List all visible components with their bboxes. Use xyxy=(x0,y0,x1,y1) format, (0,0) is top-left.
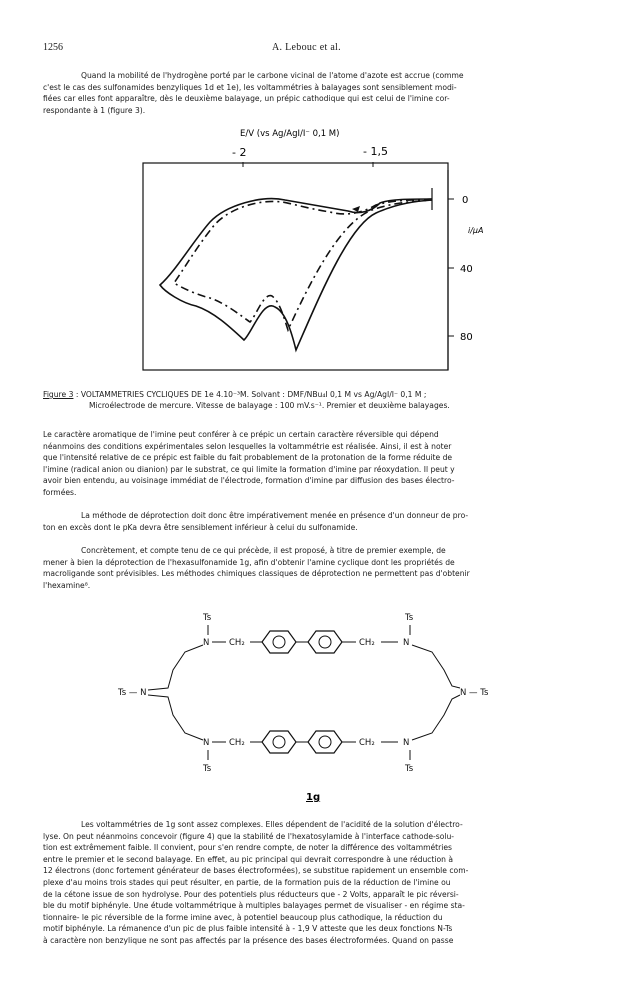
text-line: tion est extrêmement faible. Il convient, pour s'en rendre compte, de noter la différence des voltammétries xyxy=(43,843,452,853)
text-line: de la cétone issue de son hydrolyse. Pour des potentiels plus réducteurs que - 2 Volts, apparaît le pic réversi- xyxy=(43,889,459,899)
text-line: macroligande sont prévisibles. Les méthodes chimiques classiques de déprotection ne permettent pas d'obtenir xyxy=(43,569,470,579)
n-atom: N xyxy=(203,738,210,748)
paragraph-hexasulfonamide xyxy=(43,545,588,591)
text-line: l'imine (radical anion ou dianion) par le substrat, ce qui limite la formation d'imine par réoxydation. Il peut y xyxy=(43,464,455,474)
plot-frame xyxy=(143,163,448,370)
text-line: l'hexamine⁸. xyxy=(43,580,91,590)
text-line: à caractère non benzylique ne sont pas affectés par la présence des bases électroformées. Quand on passe xyxy=(43,935,454,945)
page-number: 1256 xyxy=(43,42,63,53)
text-line: Le caractère aromatique de l'imine peut conférer à ce prépic un certain caractère réversible qui dépend xyxy=(43,430,439,439)
ts-label: Ts xyxy=(405,613,414,623)
text-line: néanmoins des conditions expérimentales selon lesquelles la voltammétrie est réalisée. Ainsi, il est à noter xyxy=(43,441,452,451)
n-atom: N xyxy=(403,638,410,648)
compound-label: 1g xyxy=(306,792,321,803)
text-line: respondante à 1 (figure 3). xyxy=(43,105,146,115)
benzene-ring xyxy=(262,731,296,753)
text-line: lyse. On peut néanmoins concevoir (figure 4) que la stabilité de l'hexatosylamide à l'interface cathode-solu- xyxy=(43,831,454,841)
paragraph-aromatic-imine xyxy=(43,429,588,499)
top-tick-label: - 1,5 xyxy=(363,145,388,158)
n-atom: N xyxy=(403,738,410,748)
figure-3-voltammogram xyxy=(0,0,625,400)
text-line: avoir bien entendu, au voisinage immédiat de l'électrode, formation d'imine par diffusion des bases électro- xyxy=(43,476,455,486)
running-header-authors: A. Lebouc et al. xyxy=(272,42,341,53)
figure-3-caption xyxy=(43,389,603,411)
right-tick-label: 0 xyxy=(462,195,469,206)
text-line: 12 électrons (donc fortement générateur de bases électroformées), se substitue rapidement un ensemble com- xyxy=(43,866,469,876)
text-line: ble du motif biphényle. Une étude voltammétrique à multiples balayages permet de visualiser - en régime sta- xyxy=(43,901,465,911)
right-tick-label: 40 xyxy=(460,264,473,275)
right-tick-label: 80 xyxy=(460,332,473,343)
caption-label: Figure 3 xyxy=(43,390,74,399)
benzene-ring xyxy=(308,631,342,653)
ts-n-left: Ts — N xyxy=(118,688,147,698)
text-line: plexe d'au moins trois stades qui peut résulter, en partie, de la formation puis de la réduction de l'imine ou xyxy=(43,877,451,887)
text-line: ton en excès dont le pKa devra être sensiblement inférieur à celui du sulfonamide. xyxy=(43,522,358,532)
top-tick-label: - 2 xyxy=(232,146,247,159)
ts-label: Ts xyxy=(405,764,414,774)
ch2-label: CH₂ xyxy=(359,638,375,648)
ch2-label: CH₂ xyxy=(229,738,245,748)
text-line: motif biphényle. La rémanence d'un pic de plus faible intensité à - 1,9 V atteste que les deux fonctions N-Ts xyxy=(43,924,453,934)
text-line: formées. xyxy=(43,487,77,497)
text-line: que l'intensité relative de ce prépic est faible du fait probablement de la protonation de la forme réduite de xyxy=(43,453,453,463)
ts-label: Ts xyxy=(203,764,212,774)
text-line: Concrètement, et compte tenu de ce qui précède, il est proposé, à titre de premier exemple, de xyxy=(81,546,446,555)
paragraph-voltammetries-1g xyxy=(43,819,588,947)
paragraph-deprotection xyxy=(43,510,588,533)
text-line: mener à bien la déprotection de l'hexasulfonamide 1g, afin d'obtenir l'amine cyclique dont les propriétés de xyxy=(43,557,455,567)
caption-line: Microélectrode de mercure. Vitesse de balayage : 100 mV.s⁻¹. Premier et deuxième balayages. xyxy=(89,401,450,410)
scan-direction-arrow xyxy=(352,206,360,212)
ts-label: Ts xyxy=(203,613,212,623)
text-line: tionnaire- le pic réversible de la forme imine avec, à potentiel beaucoup plus cathodique, la réduction du xyxy=(43,912,443,922)
ch2-label: CH₂ xyxy=(359,738,375,748)
axis-title: E/V (vs Ag/AgI/I⁻ 0,1 M) xyxy=(240,129,340,139)
current-unit-label: i/µA xyxy=(468,226,484,235)
benzene-ring xyxy=(308,731,342,753)
structure-1g xyxy=(0,600,625,810)
text-line: Les voltammétries de 1g sont assez complexes. Elles dépendent de l'acidité de la solution d'électro- xyxy=(81,820,463,829)
n-atom: N xyxy=(203,638,210,648)
text-line: entre le premier et le second balayage. En effet, au pic principal qui devrait correspondre à une réduction à xyxy=(43,854,454,864)
caption-line: : VOLTAMMETRIES CYCLIQUES DE 1e 4.10⁻³M. Solvant : DMF/NBu₄I 0,1 M vs Ag/AgI/I⁻ 0,1 M ; xyxy=(73,390,427,399)
text-line: c'est le cas des sulfonamides benzyliques 1d et 1e), les voltammétries à balayages sont sensiblement modi- xyxy=(43,82,457,92)
text-line: fiées car elles font apparaître, dès le deuxième balayage, un prépic cathodique qui est celui de l'imine cor- xyxy=(43,94,450,104)
n-ts-right: N — Ts xyxy=(460,688,489,698)
benzene-ring xyxy=(262,631,296,653)
ch2-label: CH₂ xyxy=(229,638,245,648)
text-line: La méthode de déprotection doit donc être impérativement menée en présence d'un donneur de pro- xyxy=(81,511,469,520)
text-line: Quand la mobilité de l'hydrogène porté par le carbone vicinal de l'atome d'azote est accrue (comme xyxy=(81,71,464,80)
first-scan-curve xyxy=(160,199,432,350)
